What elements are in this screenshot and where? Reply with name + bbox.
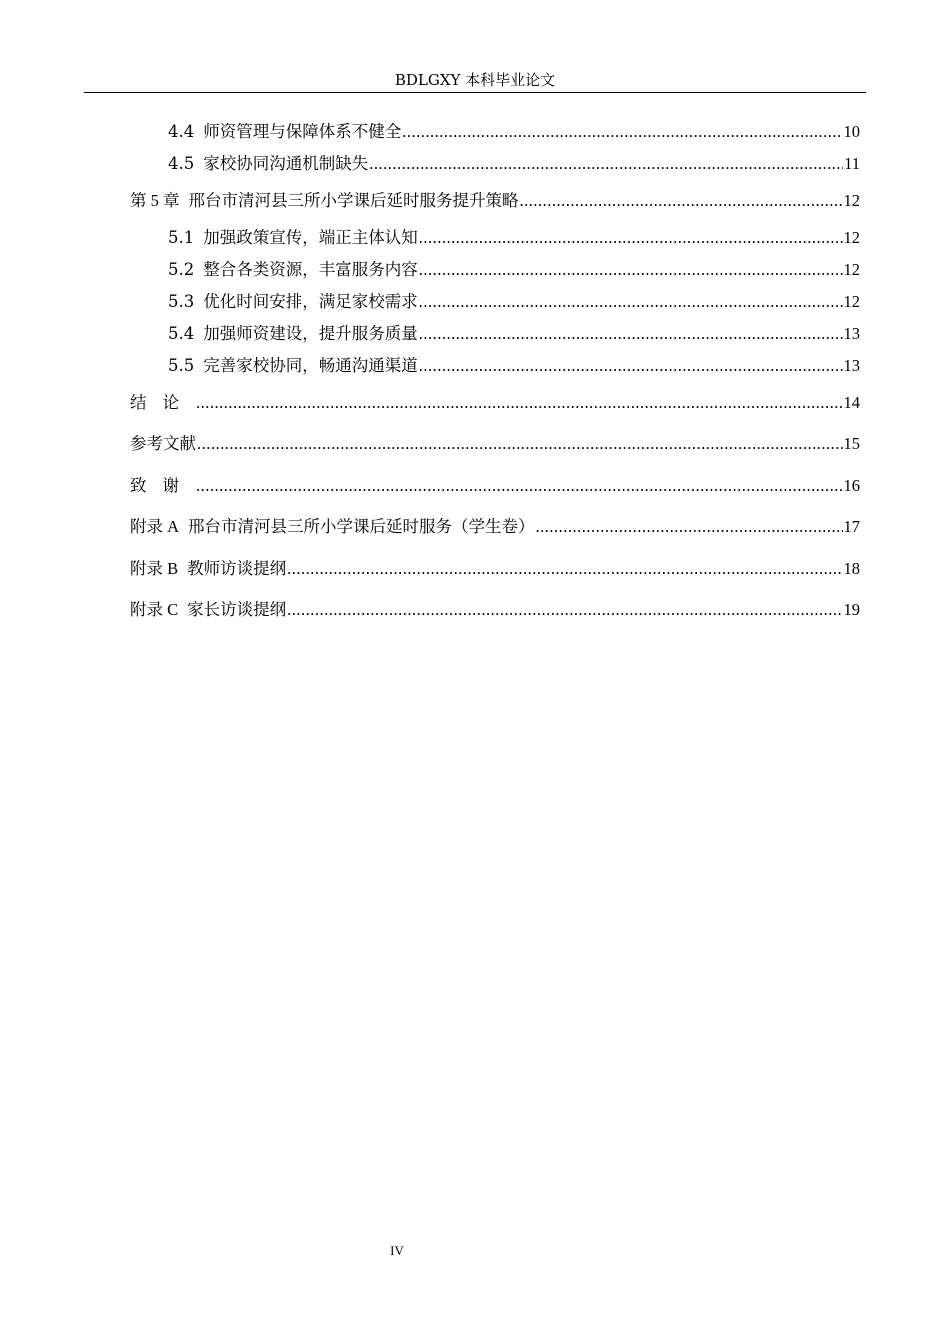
toc-entry-page: 19 <box>843 600 860 619</box>
page-number: IV <box>390 1243 404 1258</box>
toc-entry-acknowledgements[interactable] <box>130 465 860 507</box>
toc-entry-4-4[interactable] <box>130 116 860 148</box>
toc-dot-leader <box>196 382 843 424</box>
toc-entry-number: 附录 B <box>130 558 179 578</box>
toc-entry-conclusion[interactable] <box>130 382 860 424</box>
table-of-contents <box>130 116 860 631</box>
toc-entry-number: 4.4 <box>168 122 195 141</box>
toc-dot-leader <box>402 116 842 148</box>
toc-entry-title: 优化时间安排，满足家校需求 <box>203 291 418 311</box>
toc-entry-title: 加强师资建设，提升服务质量 <box>203 323 418 343</box>
toc-entry-number: 5.1 <box>168 227 195 247</box>
toc-dot-leader <box>536 506 843 548</box>
toc-dot-leader <box>197 423 843 465</box>
toc-dot-leader <box>419 350 843 382</box>
toc-dot-leader <box>419 318 843 350</box>
toc-dot-leader <box>196 465 843 507</box>
toc-entry-5-4[interactable] <box>130 318 860 350</box>
toc-entry-5-1[interactable] <box>130 222 860 254</box>
toc-entry-page: 13 <box>843 355 860 375</box>
toc-dot-leader <box>287 589 842 631</box>
toc-entry-page: 10 <box>843 122 860 141</box>
toc-entry-page: 12 <box>843 259 860 279</box>
toc-entry-title: 结论 <box>130 392 195 412</box>
toc-entry-title: 师资管理与保障体系不健全 <box>203 122 402 141</box>
toc-entry-5-3[interactable] <box>130 286 860 318</box>
toc-entry-page: 12 <box>843 291 860 311</box>
toc-entry-number: 附录 A <box>130 517 180 536</box>
toc-entry-references[interactable] <box>130 423 860 465</box>
toc-entry-page: 16 <box>843 475 860 495</box>
toc-dot-leader <box>287 548 842 590</box>
toc-entry-chapter-5[interactable] <box>130 180 860 222</box>
toc-entry-page: 11 <box>844 154 860 173</box>
toc-entry-appendix-a[interactable] <box>130 506 860 548</box>
toc-entry-page: 17 <box>843 517 860 536</box>
toc-entry-page: 14 <box>843 392 860 412</box>
toc-entry-title: 加强政策宣传，端正主体认知 <box>203 227 418 247</box>
toc-entry-page: 12 <box>843 227 860 247</box>
toc-entry-page: 13 <box>843 323 860 343</box>
toc-entry-title: 参考文献 <box>130 434 196 453</box>
toc-dot-leader <box>419 286 843 318</box>
header-title: BDLGXY 本科毕业论文 <box>394 71 556 89</box>
toc-entry-title: 整合各类资源，丰富服务内容 <box>203 259 418 279</box>
toc-entry-title: 邢台市清河县三所小学课后延时服务（学生卷） <box>188 517 535 536</box>
toc-entry-title: 致谢 <box>130 475 195 495</box>
page-footer <box>0 1243 794 1259</box>
toc-entry-number: 5.4 <box>168 323 195 343</box>
toc-entry-number: 第 5 章 <box>130 191 180 210</box>
toc-entry-page: 12 <box>843 191 860 210</box>
toc-entry-title: 完善家校协同，畅通沟通渠道 <box>203 355 418 375</box>
toc-entry-5-2[interactable] <box>130 254 860 286</box>
toc-entry-page: 15 <box>843 434 860 453</box>
toc-entry-page: 18 <box>843 558 860 578</box>
toc-entry-title: 教师访谈提纲 <box>187 558 287 578</box>
page-header <box>84 68 866 93</box>
toc-entry-title: 家长访谈提纲 <box>187 600 287 619</box>
toc-dot-leader <box>419 222 843 254</box>
toc-entry-title: 邢台市清河县三所小学课后延时服务提升策略 <box>188 191 519 210</box>
toc-entry-number: 5.2 <box>168 259 195 279</box>
toc-entry-number: 5.5 <box>168 355 195 375</box>
toc-dot-leader <box>520 180 843 222</box>
toc-entry-appendix-c[interactable] <box>130 589 860 631</box>
toc-entry-5-5[interactable] <box>130 350 860 382</box>
toc-entry-number: 5.3 <box>168 291 195 311</box>
toc-dot-leader <box>369 148 843 180</box>
toc-entry-number: 4.5 <box>168 154 195 173</box>
toc-entry-appendix-b[interactable] <box>130 548 860 590</box>
toc-entry-title: 家校协同沟通机制缺失 <box>203 154 369 173</box>
toc-dot-leader <box>419 254 843 286</box>
toc-entry-number: 附录 C <box>130 600 179 619</box>
toc-entry-4-5[interactable] <box>130 148 860 180</box>
